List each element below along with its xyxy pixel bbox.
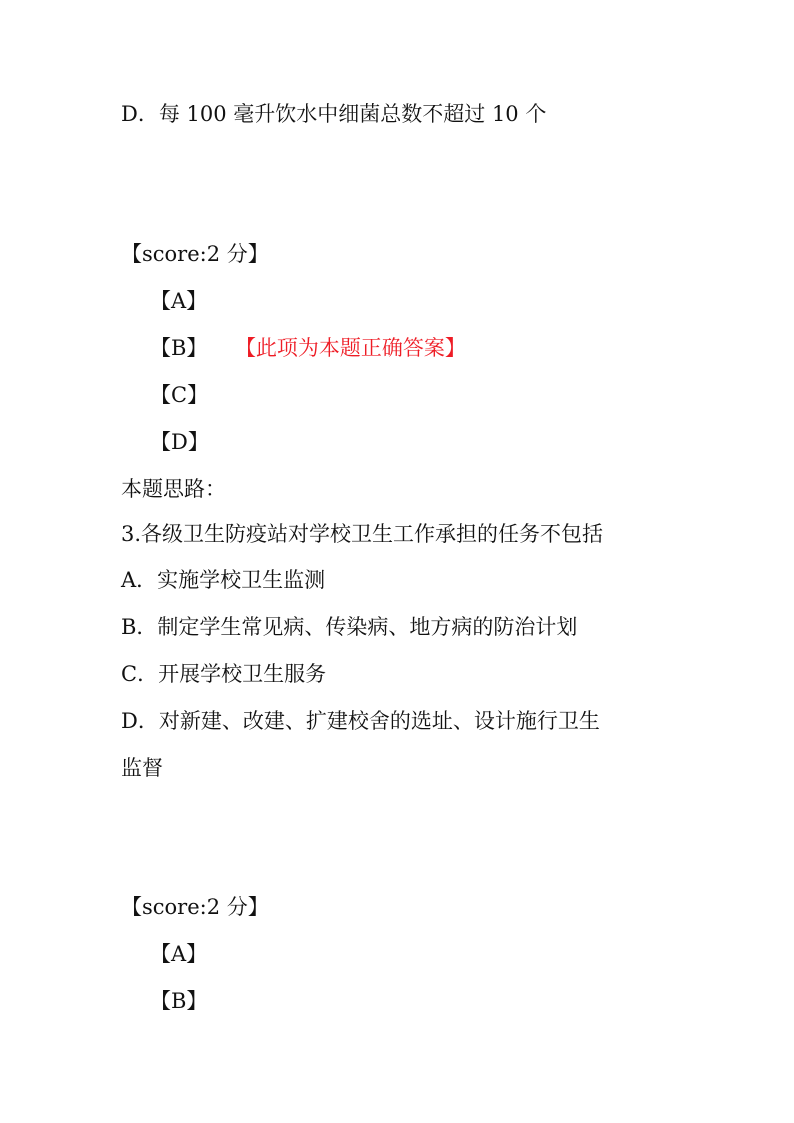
question-3-option-b: B．制定学生常见病、传染病、地方病的防治计划 — [121, 615, 578, 639]
answer-option-a: 【A】 — [150, 289, 208, 313]
answer-option-b-2: 【B】 — [150, 989, 208, 1013]
answer-option-b-label: 【B】 — [150, 336, 208, 360]
answer-option-d: 【D】 — [150, 430, 209, 454]
question-3-option-d-continued: 监督 — [121, 756, 163, 780]
analysis-label: 本题思路： — [121, 477, 226, 501]
answer-option-a-2: 【A】 — [150, 942, 208, 966]
correct-answer-marker: 【此项为本题正确答案】 — [245, 336, 466, 360]
question-3-option-a: A．实施学校卫生监测 — [121, 568, 326, 592]
question-3-option-c: C．开展学校卫生服务 — [121, 662, 327, 686]
question-2-option-d: D．每 100 毫升饮水中细菌总数不超过 10 个 — [121, 102, 547, 126]
score-label-2: 【score:2 分】 — [121, 895, 269, 919]
score-label: 【score:2 分】 — [121, 242, 269, 266]
question-3-stem: 3.各级卫生防疫站对学校卫生工作承担的任务不包括 — [121, 522, 604, 546]
answer-option-b — [150, 334, 466, 362]
question-3-option-d: D．对新建、改建、扩建校舍的选址、设计施行卫生 — [121, 709, 600, 733]
answer-option-c: 【C】 — [150, 383, 209, 407]
